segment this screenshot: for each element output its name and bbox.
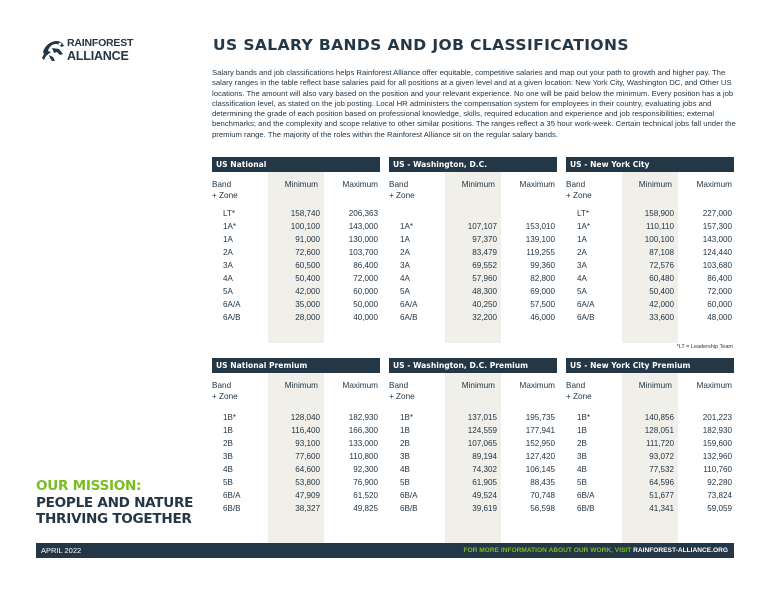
table-row <box>389 299 557 311</box>
band-cell: 3B <box>223 452 233 461</box>
table-row <box>212 412 380 424</box>
minimum-cell: 116,400 <box>291 426 320 435</box>
footer-info-prefix: FOR MORE INFORMATION ABOUT OUR WORK, VISIT <box>463 547 634 554</box>
minimum-cell: 48,300 <box>472 287 497 296</box>
mission-label: OUR MISSION: <box>36 478 142 494</box>
band-cell: 2B <box>577 439 587 448</box>
band-cell: 2A <box>400 248 410 257</box>
maximum-cell: 72,000 <box>707 287 732 296</box>
minimum-cell: 124,559 <box>467 426 497 435</box>
table-row <box>566 412 734 424</box>
table-row <box>212 425 380 437</box>
minimum-cell: 64,596 <box>649 478 674 487</box>
maximum-cell: 166,300 <box>348 426 378 435</box>
band-cell: 5A <box>223 287 233 296</box>
minimum-cell: 89,194 <box>472 452 497 461</box>
band-cell: 6B/A <box>400 491 418 500</box>
mission-line-3: THRIVING TOGETHER <box>36 511 192 527</box>
band-column-header <box>566 180 592 201</box>
band-cell: 3A <box>577 261 587 270</box>
minimum-cell: 33,600 <box>649 313 674 322</box>
table-row <box>566 234 734 246</box>
maximum-cell: 60,000 <box>353 287 378 296</box>
maximum-cell: 82,800 <box>530 274 555 283</box>
logo-line-1: RAINFOREST <box>67 37 134 49</box>
table-row <box>566 312 734 324</box>
band-column-header <box>389 381 415 402</box>
band-header-line-2: + Zone <box>389 190 415 200</box>
table-row <box>389 234 557 246</box>
table-row <box>212 247 380 259</box>
band-cell: 6B/A <box>223 491 241 500</box>
minimum-cell: 41,341 <box>649 504 674 513</box>
minimum-cell: 38,327 <box>295 504 320 513</box>
band-cell: 6A/B <box>223 313 241 322</box>
maximum-cell: 86,400 <box>707 274 732 283</box>
band-header-line-1: Band <box>566 381 586 390</box>
salary-table <box>389 358 557 544</box>
minimum-cell: 100,100 <box>644 235 674 244</box>
band-cell: 4A <box>577 274 587 283</box>
band-cell: 1A* <box>577 222 591 231</box>
table-row <box>389 247 557 259</box>
band-header-line-1: Band <box>212 180 232 189</box>
maximum-column-header: Maximum <box>519 180 555 189</box>
table-row <box>389 208 557 220</box>
band-column-header <box>566 381 592 402</box>
maximum-cell: 92,280 <box>707 478 732 487</box>
maximum-cell: 72,000 <box>353 274 378 283</box>
maximum-cell: 86,400 <box>353 261 378 270</box>
table-row <box>212 234 380 246</box>
band-cell: 6B/A <box>577 491 595 500</box>
mission-statement <box>36 478 193 528</box>
table-row <box>566 451 734 463</box>
minimum-cell: 42,000 <box>649 300 674 309</box>
band-cell: 6A/A <box>223 300 241 309</box>
band-header-line-1: Band <box>389 180 409 189</box>
mission-line-2: PEOPLE AND NATURE <box>36 494 194 511</box>
table-row <box>389 286 557 298</box>
table-row <box>212 299 380 311</box>
band-header-line-1: Band <box>212 381 232 390</box>
table-row <box>566 208 734 220</box>
table-row <box>566 464 734 476</box>
maximum-cell: 153,010 <box>525 222 555 231</box>
table-row <box>212 503 380 515</box>
band-cell: 1A* <box>400 222 414 231</box>
table-row <box>566 477 734 489</box>
band-cell: 2A <box>577 248 587 257</box>
band-cell: 4B <box>223 465 233 474</box>
band-cell: 1B* <box>223 413 237 422</box>
band-cell: 1A <box>223 235 233 244</box>
table-title: US National <box>212 157 380 172</box>
band-header-line-2: + Zone <box>389 391 415 401</box>
band-cell: LT* <box>577 209 589 218</box>
minimum-cell: 91,000 <box>295 235 320 244</box>
maximum-cell: 206,363 <box>348 209 378 218</box>
table-row <box>389 464 557 476</box>
table-row <box>566 299 734 311</box>
table-row <box>389 260 557 272</box>
minimum-cell: 42,000 <box>295 287 320 296</box>
maximum-cell: 201,223 <box>702 413 732 422</box>
table-row <box>212 477 380 489</box>
maximum-cell: 177,941 <box>525 426 555 435</box>
maximum-cell: 157,300 <box>702 222 732 231</box>
table-row <box>389 503 557 515</box>
maximum-cell: 182,930 <box>348 413 378 422</box>
maximum-cell: 48,000 <box>707 313 732 322</box>
band-cell: 6B/B <box>577 504 595 513</box>
table-row <box>212 451 380 463</box>
minimum-cell: 107,107 <box>467 222 497 231</box>
minimum-cell: 128,051 <box>644 426 674 435</box>
table-row <box>389 490 557 502</box>
band-cell: 4A <box>223 274 233 283</box>
table-row <box>212 464 380 476</box>
minimum-cell: 60,480 <box>649 274 674 283</box>
band-header-line-1: Band <box>389 381 409 390</box>
minimum-cell: 110,110 <box>645 222 674 231</box>
page-title: US SALARY BANDS AND JOB CLASSIFICATIONS <box>213 36 629 54</box>
table-row <box>389 477 557 489</box>
maximum-cell: 103,700 <box>348 248 378 257</box>
band-cell: 6A/B <box>400 313 418 322</box>
footer-bar <box>36 543 734 558</box>
minimum-cell: 49,524 <box>472 491 497 500</box>
band-cell: 1A <box>400 235 410 244</box>
minimum-column-header: Minimum <box>461 180 495 189</box>
minimum-cell: 57,960 <box>472 274 497 283</box>
maximum-cell: 69,000 <box>530 287 555 296</box>
table-row <box>389 412 557 424</box>
table-row <box>566 273 734 285</box>
table-title: US - Washington, D.C. <box>389 157 557 172</box>
minimum-cell: 137,015 <box>467 413 497 422</box>
maximum-cell: 195,735 <box>525 413 555 422</box>
minimum-column-header: Minimum <box>638 381 672 390</box>
intro-paragraph: Salary bands and job classifications helps Rainforest Alliance offer equitable, competitive salaries and map out your path to growth and higher pay. The salary ranges in the table reflect base salaries paid for all positions at a given level and at a given location: New York City, Washington DC, and Other US locations. The amount will also vary based on the position and your relevant experience. No one will be paid below the minimum. Every position has a job classification level, as stated on the job posting. Local HR administers the compensation system for employees in their country, evaluating jobs and determining the grade of each position based on professional knowledge, skills, required education and experience and job responsibilities; external benchmarks; and the complexity and scope relative to other similar positions. The ranges reflect a 35 hour work-week. Certain technical jobs fall under the premium range. The majority of the roles within the Rainforest Alliance sit on the regular salary bands. <box>212 68 736 139</box>
minimum-cell: 100,100 <box>290 222 320 231</box>
minimum-cell: 51,677 <box>649 491 674 500</box>
minimum-column-header: Minimum <box>638 180 672 189</box>
band-header-line-2: + Zone <box>212 190 238 200</box>
table-row <box>566 221 734 233</box>
maximum-cell: 110,800 <box>349 452 378 461</box>
band-cell: 2B <box>223 439 233 448</box>
table-row <box>389 221 557 233</box>
minimum-column-header: Minimum <box>284 381 318 390</box>
footer-info <box>464 543 728 558</box>
band-cell: 6A/A <box>400 300 418 309</box>
table-row <box>212 286 380 298</box>
minimum-cell: 140,856 <box>644 413 674 422</box>
band-cell: 1B <box>400 426 410 435</box>
band-cell: LT* <box>223 209 235 218</box>
rainforest-alliance-logo <box>40 36 144 66</box>
table-row <box>212 438 380 450</box>
minimum-cell: 77,600 <box>295 452 320 461</box>
table-row <box>212 312 380 324</box>
band-cell: 6B/B <box>223 504 241 513</box>
maximum-cell: 130,000 <box>348 235 378 244</box>
maximum-cell: 182,930 <box>702 426 732 435</box>
maximum-cell: 159,600 <box>702 439 732 448</box>
table-row <box>212 208 380 220</box>
table-row <box>566 490 734 502</box>
table-row <box>389 312 557 324</box>
table-row <box>212 490 380 502</box>
minimum-cell: 40,250 <box>472 300 497 309</box>
minimum-cell: 39,619 <box>472 504 497 513</box>
band-cell: 5A <box>577 287 587 296</box>
minimum-cell: 128,040 <box>290 413 320 422</box>
minimum-cell: 72,576 <box>649 261 674 270</box>
maximum-cell: 110,760 <box>703 465 732 474</box>
footer-website-link[interactable]: RAINFOREST-ALLIANCE.ORG <box>633 547 728 554</box>
minimum-cell: 64,600 <box>295 465 320 474</box>
maximum-cell: 40,000 <box>353 313 378 322</box>
band-cell: 6A/B <box>577 313 595 322</box>
maximum-cell: 57,500 <box>530 300 555 309</box>
maximum-cell: 132,960 <box>702 452 732 461</box>
maximum-cell: 103,680 <box>702 261 732 270</box>
maximum-column-header: Maximum <box>342 180 378 189</box>
band-column-header <box>212 381 238 402</box>
minimum-cell: 93,072 <box>649 452 674 461</box>
maximum-column-header: Maximum <box>519 381 555 390</box>
table-row <box>566 286 734 298</box>
minimum-cell: 61,905 <box>472 478 497 487</box>
minimum-cell: 107,065 <box>467 439 497 448</box>
maximum-cell: 127,420 <box>525 452 555 461</box>
maximum-cell: 124,440 <box>702 248 732 257</box>
maximum-cell: 50,000 <box>353 300 378 309</box>
band-cell: 2B <box>400 439 410 448</box>
maximum-cell: 46,000 <box>530 313 555 322</box>
band-header-line-2: + Zone <box>566 190 592 200</box>
minimum-cell: 72,600 <box>295 248 320 257</box>
maximum-cell: 76,900 <box>353 478 378 487</box>
minimum-cell: 74,302 <box>472 465 497 474</box>
maximum-cell: 133,000 <box>348 439 378 448</box>
minimum-cell: 111,720 <box>645 439 674 448</box>
minimum-cell: 97,370 <box>472 235 497 244</box>
minimum-cell: 83,479 <box>472 248 497 257</box>
band-cell: 5B <box>577 478 587 487</box>
maximum-cell: 99,360 <box>530 261 555 270</box>
table-title: US - New York City Premium <box>566 358 734 373</box>
band-cell: 3A <box>223 261 233 270</box>
maximum-cell: 60,000 <box>707 300 732 309</box>
band-cell: 4A <box>400 274 410 283</box>
band-cell: 6A/A <box>577 300 595 309</box>
band-header-line-1: Band <box>566 180 586 189</box>
salary-table <box>212 358 380 544</box>
band-cell: 1A <box>577 235 587 244</box>
maximum-cell: 139,100 <box>525 235 555 244</box>
table-title: US National Premium <box>212 358 380 373</box>
band-cell: 3B <box>400 452 410 461</box>
table-title: US - New York City <box>566 157 734 172</box>
minimum-cell: 28,000 <box>295 313 320 322</box>
minimum-cell: 69,552 <box>472 261 497 270</box>
band-cell: 4B <box>577 465 587 474</box>
table-row <box>566 425 734 437</box>
table-title: US - Washington, D.C. Premium <box>389 358 557 373</box>
table-row <box>566 247 734 259</box>
minimum-column-header: Minimum <box>284 180 318 189</box>
band-cell: 1B <box>223 426 233 435</box>
table-row <box>212 221 380 233</box>
band-cell: 1B <box>577 426 587 435</box>
maximum-column-header: Maximum <box>696 381 732 390</box>
maximum-cell: 106,145 <box>525 465 555 474</box>
table-row <box>389 425 557 437</box>
salary-table <box>212 157 380 343</box>
band-cell: 2A <box>223 248 233 257</box>
minimum-cell: 87,108 <box>649 248 674 257</box>
table-row <box>389 438 557 450</box>
minimum-cell: 158,900 <box>644 209 674 218</box>
table-row <box>566 438 734 450</box>
maximum-cell: 92,300 <box>353 465 378 474</box>
salary-table <box>566 157 734 343</box>
band-cell: 1B* <box>400 413 414 422</box>
minimum-cell: 60,500 <box>295 261 320 270</box>
minimum-cell: 158,740 <box>290 209 320 218</box>
maximum-cell: 70,748 <box>530 491 555 500</box>
band-cell: 1A* <box>223 222 237 231</box>
maximum-cell: 88,435 <box>530 478 555 487</box>
table-row <box>212 260 380 272</box>
minimum-cell: 47,909 <box>295 491 320 500</box>
band-cell: 5B <box>400 478 410 487</box>
minimum-cell: 93,100 <box>295 439 320 448</box>
band-cell: 6B/B <box>400 504 418 513</box>
footer-date: APRIL 2022 <box>41 546 82 555</box>
table-row <box>212 273 380 285</box>
band-cell: 4B <box>400 465 410 474</box>
maximum-cell: 56,598 <box>530 504 555 513</box>
maximum-cell: 143,000 <box>348 222 378 231</box>
minimum-cell: 77,532 <box>649 465 674 474</box>
band-cell: 3A <box>400 261 410 270</box>
band-column-header <box>212 180 238 201</box>
minimum-cell: 50,400 <box>649 287 674 296</box>
minimum-cell: 35,000 <box>295 300 320 309</box>
maximum-cell: 119,255 <box>526 248 555 257</box>
salary-table <box>566 358 734 544</box>
minimum-cell: 50,400 <box>295 274 320 283</box>
minimum-cell: 53,800 <box>295 478 320 487</box>
maximum-cell: 152,950 <box>525 439 555 448</box>
frog-icon <box>40 36 66 62</box>
salary-table <box>389 157 557 343</box>
minimum-cell: 32,200 <box>472 313 497 322</box>
table-row <box>389 273 557 285</box>
band-cell: 5A <box>400 287 410 296</box>
band-header-line-2: + Zone <box>566 391 592 401</box>
leadership-team-footnote: *LT = Leadership Team <box>676 344 733 350</box>
maximum-cell: 59,059 <box>707 504 732 513</box>
minimum-column-header: Minimum <box>461 381 495 390</box>
band-column-header <box>389 180 415 201</box>
maximum-column-header: Maximum <box>696 180 732 189</box>
maximum-cell: 143,000 <box>702 235 732 244</box>
maximum-column-header: Maximum <box>342 381 378 390</box>
maximum-cell: 49,825 <box>353 504 378 513</box>
table-row <box>389 451 557 463</box>
band-header-line-2: + Zone <box>212 391 238 401</box>
maximum-cell: 227,000 <box>702 209 732 218</box>
band-cell: 5B <box>223 478 233 487</box>
maximum-cell: 73,824 <box>707 491 732 500</box>
table-row <box>566 260 734 272</box>
band-cell: 1B* <box>577 413 591 422</box>
table-row <box>566 503 734 515</box>
maximum-cell: 61,520 <box>353 491 378 500</box>
band-cell: 3B <box>577 452 587 461</box>
logo-line-2: ALLIANCE <box>67 49 129 63</box>
